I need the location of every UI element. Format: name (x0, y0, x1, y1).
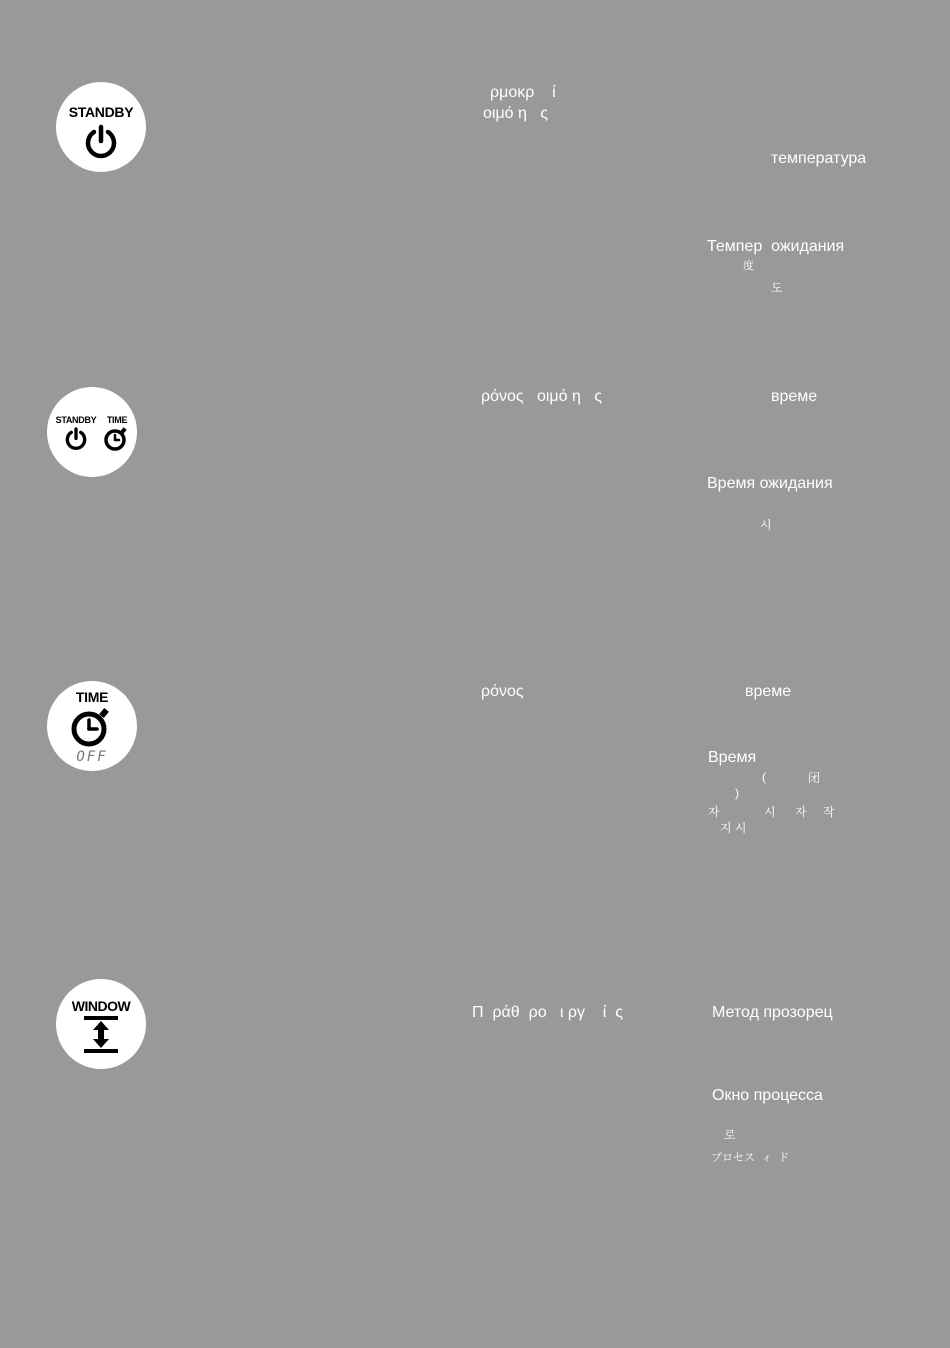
clock-icon (68, 705, 114, 749)
window-icon (81, 1015, 121, 1055)
right-text: температура (771, 150, 867, 167)
right-text: Темпер ожидания (707, 238, 845, 255)
right-text: ) (735, 786, 739, 800)
right-text: ( (762, 770, 766, 784)
window-icon-badge (56, 979, 146, 1069)
right-text: 度 (743, 260, 754, 272)
power-icon (83, 124, 119, 160)
right-text: プロセス ィ ド (711, 1152, 790, 1164)
time-off-icon-badge (47, 681, 137, 771)
right-text: 로 (724, 1128, 736, 1142)
standby-time-icon-badge (47, 387, 137, 477)
greek-line: Π ράθ ρο ι ργ ί ς (472, 1004, 623, 1021)
window-icon-label: WINDOW (71, 998, 131, 1014)
time-label: TIME (106, 415, 128, 425)
right-text: 자 (708, 805, 720, 819)
greek-line: ρόνος οιμό η ς (481, 388, 602, 405)
standby-icon-badge (56, 82, 146, 172)
standby-label: STANDBY (55, 415, 97, 425)
right-text: 闭 (808, 771, 821, 785)
standby-icon-label: STANDBY (68, 104, 134, 120)
right-text: 시 (764, 805, 776, 819)
right-text: време (771, 388, 818, 405)
right-text: Время ожидания (707, 475, 833, 492)
right-text: 시 (760, 518, 772, 532)
greek-line: οιμό η ς (483, 105, 548, 122)
right-text: 도 (771, 281, 783, 295)
power-icon (64, 427, 88, 451)
right-text: 자 (795, 805, 807, 819)
right-text: време (745, 683, 792, 700)
right-text: Метод прозорец (712, 1004, 833, 1021)
greek-line: ρόνος (481, 683, 524, 700)
right-text: Окно процесса (712, 1087, 823, 1104)
time-icon-label: TIME (75, 689, 109, 705)
right-text: 작 (823, 805, 835, 819)
right-text: 지 시 (720, 821, 747, 835)
greek-line: ρμοκρ ί (490, 84, 556, 101)
right-text: Время (708, 749, 757, 766)
off-label: OFF (76, 749, 108, 765)
clock-icon (103, 426, 129, 452)
